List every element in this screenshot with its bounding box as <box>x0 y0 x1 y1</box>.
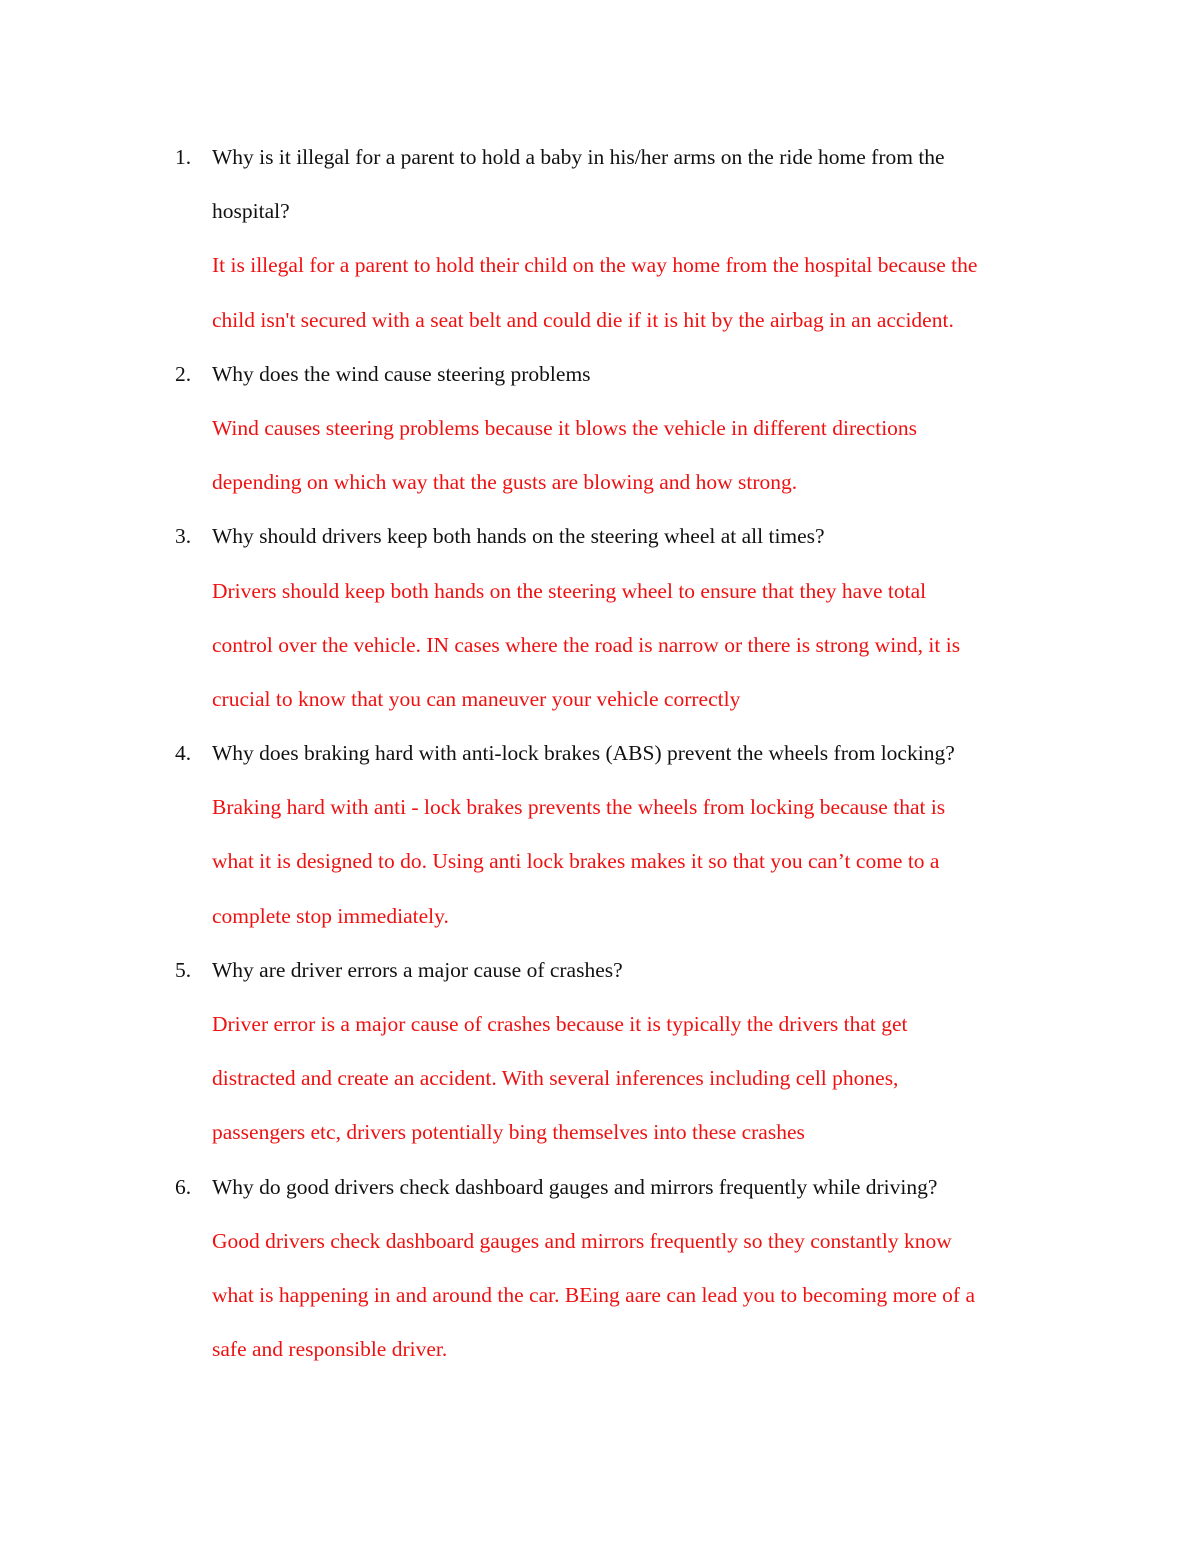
answer-text: safe and responsible driver. <box>212 1337 448 1362</box>
question-line <box>0 948 1200 1002</box>
qa-item-5 <box>0 948 1200 1165</box>
question-line <box>0 189 1200 243</box>
answer-text: Drivers should keep both hands on the steering wheel to ensure that they have total <box>212 578 927 603</box>
question-text: Why do good drivers check dashboard gauges and mirrors frequently while driving? <box>212 1174 938 1199</box>
question-text: hospital? <box>212 199 290 224</box>
question-line <box>0 1165 1200 1219</box>
answer-line <box>0 460 1200 514</box>
answer-text: crucial to know that you can maneuver your vehicle correctly <box>212 686 741 711</box>
item-number: 2. <box>175 361 192 386</box>
question-text: Why does braking hard with anti-lock brakes (ABS) prevent the wheels from locking? <box>212 741 955 766</box>
answer-text: complete stop immediately. <box>212 903 449 928</box>
question-text: Why are driver errors a major cause of crashes? <box>212 957 623 982</box>
answer-line <box>0 1056 1200 1110</box>
answer-text: passengers etc, drivers potentially bing themselves into these crashes <box>212 1120 805 1145</box>
answer-line <box>0 1219 1200 1273</box>
qa-item-1 <box>0 135 1200 352</box>
question-text: Why should drivers keep both hands on the steering wheel at all times? <box>212 524 825 549</box>
question-line <box>0 135 1200 189</box>
answer-line <box>0 677 1200 731</box>
item-number: 4. <box>175 741 192 766</box>
answer-text: child isn't secured with a seat belt and could die if it is hit by the airbag in an accident. <box>212 307 954 332</box>
answer-text: Driver error is a major cause of crashes because it is typically the drivers that get <box>212 1012 908 1036</box>
answer-text: depending on which way that the gusts are blowing and how strong. <box>212 470 798 495</box>
item-number: 5. <box>175 957 192 982</box>
qa-list <box>0 135 1200 1381</box>
answer-line <box>0 569 1200 623</box>
qa-item-6 <box>0 1165 1200 1382</box>
qa-item-4 <box>0 731 1200 948</box>
qa-item-3 <box>0 514 1200 731</box>
answer-text: distracted and create an accident. With several inferences including cell phones, <box>212 1066 899 1091</box>
answer-line <box>0 1002 1200 1056</box>
answer-text: control over the vehicle. IN cases where the road is narrow or there is strong wind, it is <box>212 632 961 657</box>
item-number: 3. <box>175 524 192 549</box>
answer-text: Braking hard with anti - lock brakes prevents the wheels from locking because that is <box>212 795 946 820</box>
answer-line <box>0 623 1200 677</box>
question-text: Why does the wind cause steering problems <box>212 361 591 386</box>
answer-text: Wind causes steering problems because it blows the vehicle in different directions <box>212 415 918 440</box>
answer-text: Good drivers check dashboard gauges and mirrors frequently so they constantly know <box>212 1228 952 1253</box>
item-number: 6. <box>175 1174 192 1199</box>
item-number: 1. <box>175 145 192 169</box>
answer-line <box>0 243 1200 297</box>
answer-line <box>0 1327 1200 1381</box>
answer-line <box>0 298 1200 352</box>
question-line <box>0 731 1200 785</box>
answer-text: what is happening in and around the car. BEing aare can lead you to becoming more of a <box>212 1282 975 1307</box>
answer-line <box>0 406 1200 460</box>
answer-line <box>0 1110 1200 1164</box>
answer-line <box>0 1273 1200 1327</box>
answer-text: what it is designed to do. Using anti lock brakes makes it so that you can’t come to a <box>212 849 940 874</box>
question-line <box>0 514 1200 568</box>
answer-line <box>0 894 1200 948</box>
answer-line <box>0 785 1200 839</box>
qa-item-2 <box>0 352 1200 515</box>
question-line <box>0 352 1200 406</box>
question-text: Why is it illegal for a parent to hold a baby in his/her arms on the ride home from the <box>212 145 945 169</box>
answer-text: It is illegal for a parent to hold their child on the way home from the hospital because the <box>212 253 978 278</box>
answer-line <box>0 839 1200 893</box>
